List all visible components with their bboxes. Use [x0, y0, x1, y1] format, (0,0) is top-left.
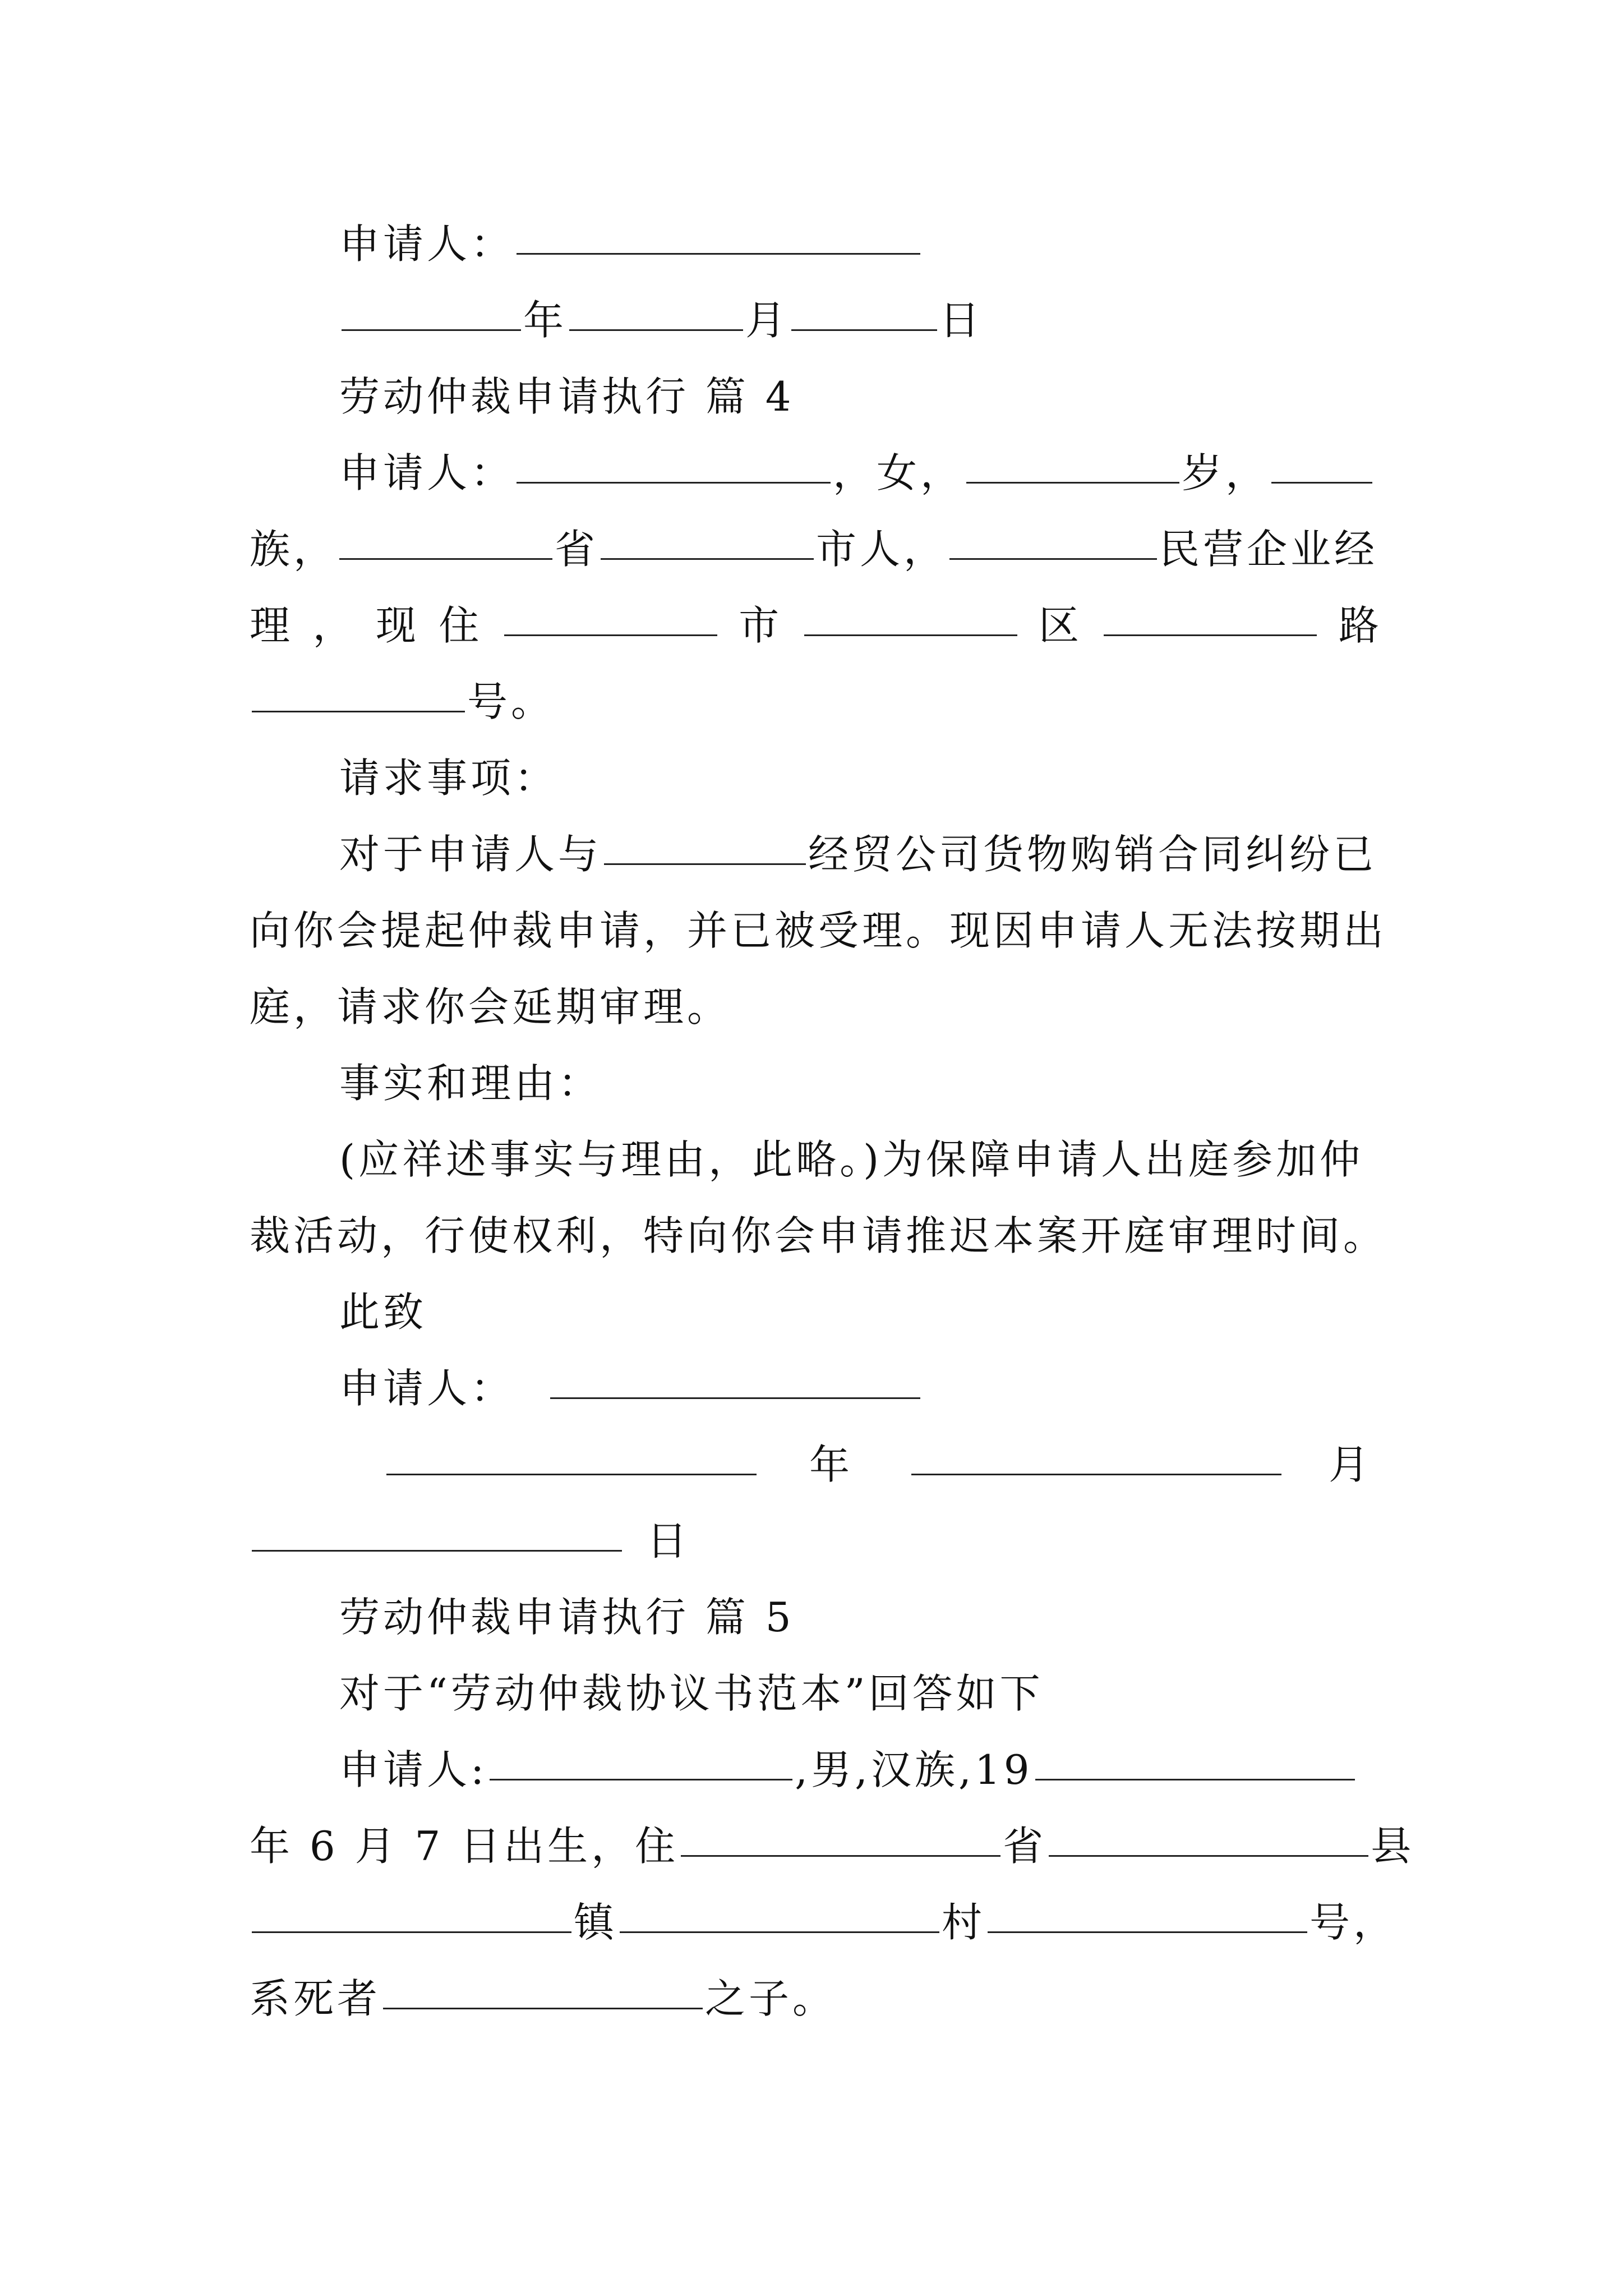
text: 月 — [745, 297, 790, 344]
text: 月 — [1329, 1441, 1373, 1488]
blank — [252, 711, 465, 712]
subheading — [250, 1045, 1382, 1121]
paragraph-line — [250, 664, 1382, 740]
paragraph-line — [250, 969, 1382, 1045]
blank — [966, 482, 1179, 484]
blank — [386, 1474, 757, 1475]
blank — [504, 634, 717, 636]
blank — [911, 1474, 1281, 1475]
blank — [252, 1931, 571, 1933]
date-line — [250, 1503, 1382, 1579]
text: 之子。 — [705, 1975, 837, 2022]
text: 岁， — [1182, 449, 1270, 496]
date-line — [250, 1427, 1382, 1503]
text: 申请人： — [339, 220, 515, 268]
text: ， — [312, 602, 357, 649]
blank — [1271, 482, 1372, 484]
applicant-signature-line — [250, 206, 1382, 282]
blank — [383, 2008, 703, 2009]
blank — [804, 634, 1017, 636]
closing — [250, 1274, 1382, 1350]
text: 省 — [555, 526, 599, 573]
paragraph-line — [250, 1655, 1382, 1732]
text: 此致 — [339, 1289, 427, 1336]
blank — [252, 1550, 622, 1552]
text: 号。 — [467, 678, 555, 725]
section-heading — [250, 358, 1382, 435]
text: 区 — [1039, 602, 1083, 649]
text: 市 — [739, 602, 783, 649]
paragraph-line — [250, 1884, 1398, 1961]
paragraph-line — [250, 435, 1382, 511]
paragraph-line — [250, 1121, 1382, 1198]
text: 庭，请求你会延期审理。 — [250, 983, 731, 1030]
text: 申请人： — [339, 1365, 515, 1412]
blank — [569, 329, 743, 331]
text: 裁活动，行使权利，特向你会申请推迟本案开庭审理时间。 — [250, 1212, 1387, 1259]
text: 对于“劳动仲裁协议书范本”回答如下 — [339, 1670, 1044, 1717]
blank — [1049, 1855, 1368, 1857]
text: 族， — [250, 526, 338, 573]
text: 民营企业经 — [1159, 526, 1378, 573]
text: 住 — [439, 602, 483, 649]
text: 年 — [809, 1441, 854, 1488]
paragraph-line — [250, 1732, 1382, 1808]
paragraph-line — [250, 1961, 1382, 2037]
text: (应祥述事实与理由，此略。)为保障申请人出庭参加仲 — [339, 1136, 1364, 1183]
text: 路 — [1338, 602, 1382, 649]
blank — [490, 1779, 792, 1780]
text: 现 — [375, 602, 419, 649]
text: 年 — [523, 297, 568, 344]
blank — [949, 558, 1157, 560]
text: 理 — [250, 602, 294, 649]
text: 劳动仲裁申请执行 篇 4 — [339, 373, 795, 420]
paragraph-line — [250, 892, 1387, 969]
text: 劳动仲裁申请执行 篇 5 — [339, 1594, 795, 1641]
blank — [601, 558, 814, 560]
date-line — [250, 282, 1382, 358]
blank — [342, 329, 521, 331]
text: ,男,汉族,19 — [795, 1746, 1033, 1793]
paragraph-line — [250, 1808, 1415, 1884]
text: 申请人： — [339, 449, 515, 496]
text: 请求事项： — [339, 754, 559, 802]
subheading — [250, 740, 1382, 816]
text: 省 — [1003, 1823, 1047, 1870]
paragraph-line — [250, 816, 1382, 892]
blank — [681, 1855, 1000, 1857]
text: 日 — [647, 1517, 691, 1565]
text: 市人， — [816, 526, 948, 573]
text: 对于申请人与 — [339, 831, 602, 878]
applicant-signature-line — [250, 1350, 1382, 1427]
blank — [1104, 634, 1317, 636]
text: 向你会提起仲裁申请，并已被受理。现因申请人无法按期出 — [250, 907, 1387, 954]
text: 镇 — [574, 1899, 618, 1946]
blank — [791, 329, 937, 331]
text: 日 — [939, 297, 984, 344]
text: 系死者 — [250, 1975, 381, 2022]
text: ，女， — [833, 449, 965, 496]
section-heading — [250, 1579, 1382, 1655]
text: 经贸公司货物购销合同纠纷已 — [808, 831, 1377, 878]
blank — [550, 1397, 920, 1399]
blank — [517, 482, 831, 484]
text: 申请人: — [339, 1746, 488, 1793]
blank — [517, 253, 920, 255]
blank — [620, 1931, 939, 1933]
blank — [604, 863, 806, 865]
text: 事实和理由： — [339, 1060, 602, 1107]
text: 年 6 月 7 日出生，住 — [250, 1823, 679, 1870]
paragraph-line — [250, 1198, 1387, 1274]
text: 号， — [1310, 1899, 1398, 1946]
text: 县 — [1371, 1823, 1415, 1870]
blank — [339, 558, 552, 560]
blank — [1035, 1779, 1355, 1780]
paragraph-line — [250, 511, 1382, 587]
paragraph-line — [250, 587, 1382, 664]
text: 村 — [942, 1899, 986, 1946]
blank — [988, 1931, 1307, 1933]
